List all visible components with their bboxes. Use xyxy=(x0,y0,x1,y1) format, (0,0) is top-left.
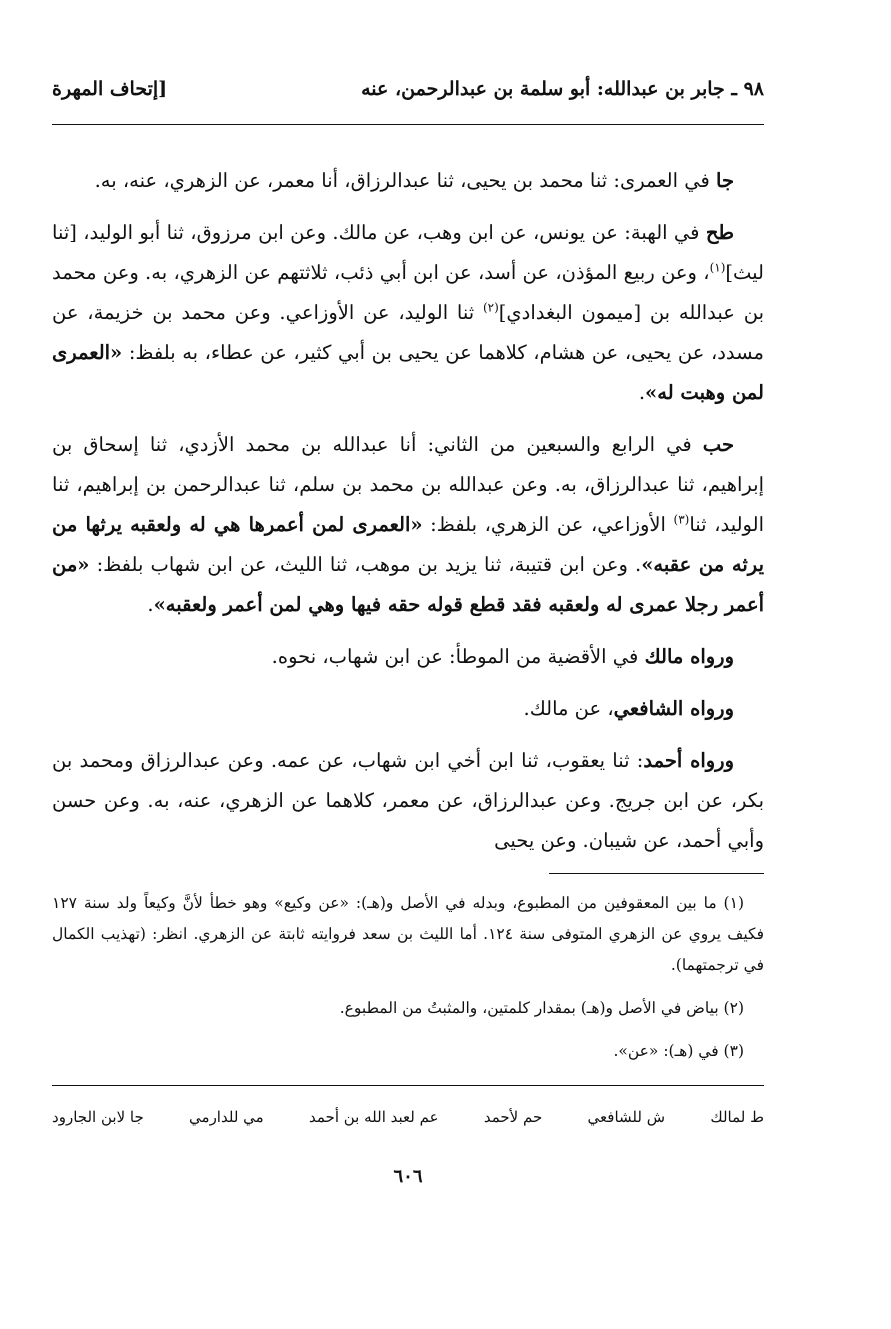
paragraph-tah xyxy=(52,213,764,413)
paragraph-text: ، عن مالك. xyxy=(523,697,614,720)
book-page xyxy=(52,78,764,1187)
paragraph-text: ، وعن ربيع المؤذن، عن أسد، عن ابن أبي ذئب، ثلاثتهم عن الزهري، به. وعن محمد بن عبدالله بن [ميمون البغدادي] xyxy=(52,261,764,324)
header-chapter-title: ٩٨ ـ جابر بن عبدالله: أبو سلمة بن عبدالرحمن، عنه xyxy=(361,78,764,100)
paragraph-text: في العمرى: ثنا محمد بن يحيى، ثنا عبدالرزاق، أنا معمر، عن الزهري، عنه، به. xyxy=(94,169,710,192)
narrator-lead: ورواه أحمد xyxy=(643,749,734,772)
hadith-quote: «من أعمر رجلا عمرى له ولعقبه فقد قطع قوله حقه فيها وهي لمن أعمر ولعقبه» xyxy=(52,553,764,616)
sigla-legend xyxy=(52,1108,764,1126)
paragraph-end: . xyxy=(638,381,646,404)
legend-item: حم لأحمد xyxy=(483,1108,543,1126)
source-sigla: طح xyxy=(705,221,734,244)
footnote-2: (٢) بياض في الأصل و(هـ) بمقدار كلمتين، والمثبتُ من المطبوع. xyxy=(339,999,744,1017)
footnotes xyxy=(52,888,764,1067)
footnote-1: (١) ما بين المعقوفين من المطبوع، وبدله في الأصل و(هـ): «عن وكيع» وهو خطأ لأنَّ وكيعاً ولد سنة ١٢٧ فكيف يروي عن الزهري المتوفى سنة ١٢٤. أما الليث بن سعد فروايته ثابتة عن الزهري. انظر: (تهذيب الكمال في ترجمتهما). xyxy=(52,894,764,974)
legend-item: ط لمالك xyxy=(710,1108,764,1126)
footnote-ref[interactable]: (٣) xyxy=(673,512,690,527)
source-sigla: جا xyxy=(716,169,734,192)
paragraph-text: : ثنا يعقوب، ثنا ابن أخي ابن شهاب، عن عمه. وعن عبدالرزاق ومحمد بن بكر، عن ابن جريج. وعن عبدالرزاق، عن معمر، كلاهما عن الزهري، عنه، به. وعن حسن وأبي أحمد، عن شيبان. وعن يحيى xyxy=(52,749,764,852)
paragraph-hib xyxy=(52,425,764,625)
paragraph-text: في الرابع والسبعين من الثاني: أنا عبدالله بن محمد الأزدي، ثنا إسحاق بن إبراهيم، ثنا عبدالرزاق، به. وعن عبدالله بن محمد بن سلم، ثنا عبدالرحمن بن إبراهيم، ثنا الوليد، ثنا xyxy=(52,433,764,536)
page-number: ٦٠٦ xyxy=(393,1166,423,1187)
main-text xyxy=(52,161,764,861)
paragraph-shafii xyxy=(52,689,764,729)
legend-item: عم لعبد الله بن أحمد xyxy=(309,1108,439,1126)
footnote-rule xyxy=(549,873,764,874)
paragraph-text: الأوزاعي، عن الزهري، بلفظ: xyxy=(422,513,674,536)
paragraph-text: في الأقضية من الموطأ: عن ابن شهاب، نحوه. xyxy=(271,645,645,668)
header-rule xyxy=(52,124,764,125)
paragraph-text: ثنا الوليد، عن الأوزاعي. وعن محمد بن خزيمة، عن مسدد، عن يحيى، عن هشام، كلاهما عن يحيى بن أبي كثير، عن عطاء، به بلفظ: xyxy=(52,301,764,364)
narrator-lead: ورواه الشافعي xyxy=(613,697,734,720)
paragraph-malik xyxy=(52,637,764,677)
hadith-quote: «العمرى لمن وهبت له» xyxy=(52,341,764,404)
footnote-ref[interactable]: (٢) xyxy=(482,300,499,315)
paragraph-text: في الهبة: عن يونس، عن ابن وهب، عن مالك. وعن ابن مرزوق، ثنا أبو الوليد، [ثنا ليث] xyxy=(52,221,764,284)
legend-rule xyxy=(52,1085,764,1086)
hadith-quote: «العمرى لمن أعمرها هي له ولعقبه يرثها من يرثه من عقبه» xyxy=(52,513,764,576)
legend-item: جا لابن الجارود xyxy=(52,1108,144,1126)
legend-item: مي للدارمي xyxy=(189,1108,264,1126)
running-header xyxy=(52,78,764,118)
footnote-3: (٣) في (هـ): «عن». xyxy=(613,1042,744,1060)
narrator-lead: ورواه مالك xyxy=(644,645,734,668)
paragraph-ahmad xyxy=(52,741,764,861)
paragraph-end: . xyxy=(147,593,154,616)
legend-item: ش للشافعي xyxy=(587,1108,666,1126)
header-book-title: [إتحاف المهرة xyxy=(52,78,168,100)
source-sigla: حب xyxy=(702,433,734,456)
footnote-ref[interactable]: (١) xyxy=(709,260,726,275)
paragraph-ja xyxy=(52,161,764,201)
paragraph-text: . وعن ابن قتيبة، ثنا يزيد بن موهب، ثنا الليث، عن ابن شهاب بلفظ: xyxy=(89,553,642,576)
